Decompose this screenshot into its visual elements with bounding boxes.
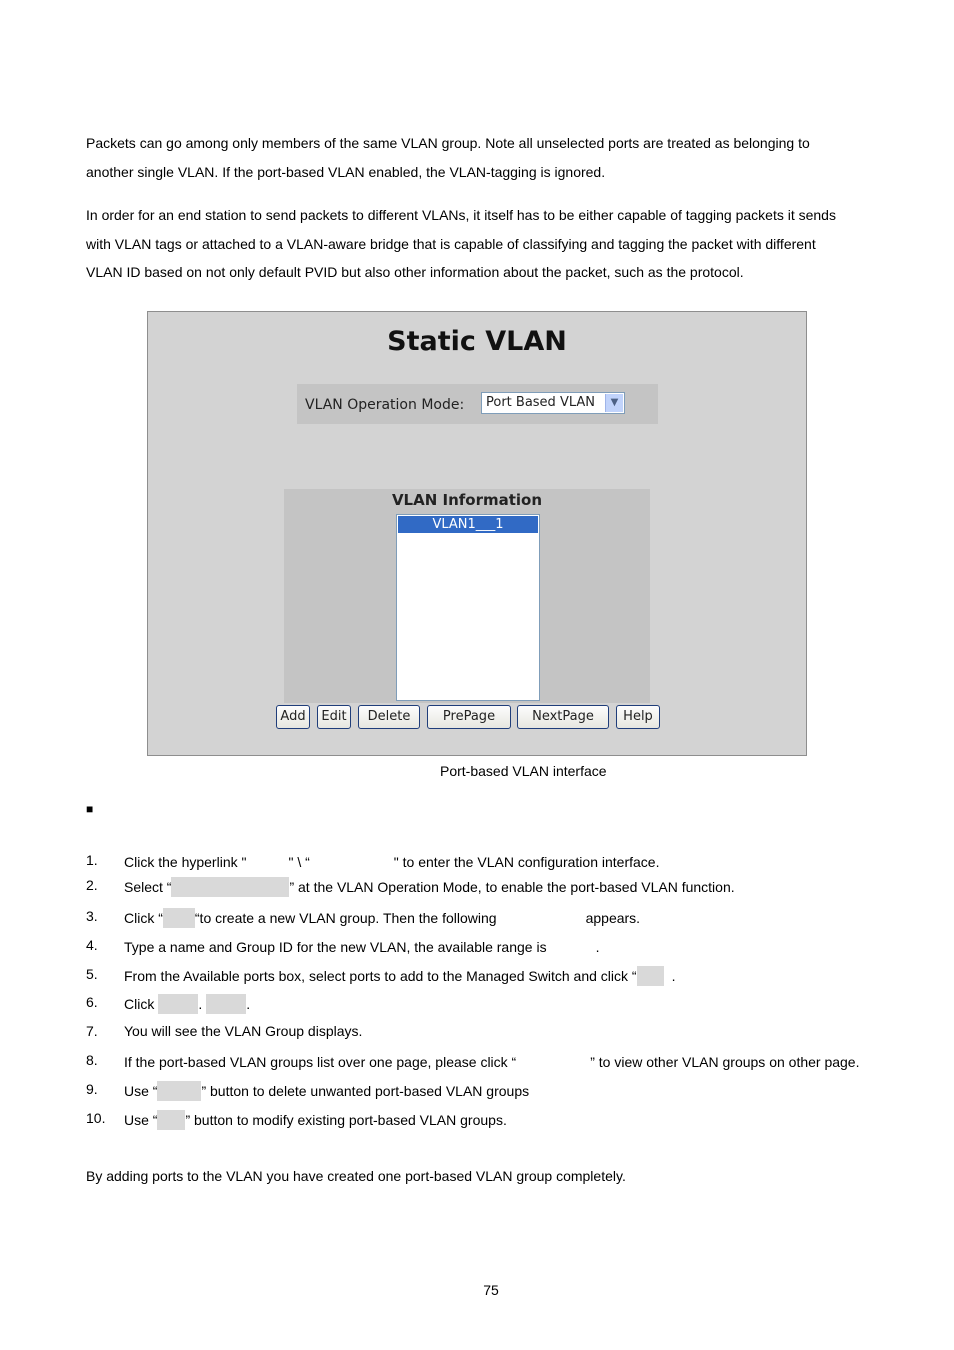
step-item <box>86 877 886 897</box>
step-text: Click the hyperlink " " \ “ " to enter the VLAN configuration interface. <box>124 854 660 870</box>
chevron-down-icon[interactable]: ▼ <box>605 394 623 412</box>
static-vlan-screenshot <box>147 311 807 756</box>
figure-title: Static VLAN <box>387 326 567 357</box>
step-item <box>86 937 886 957</box>
edit-button[interactable]: Edit <box>317 705 351 729</box>
vlan-mode-bar <box>297 384 658 424</box>
step-text: Select “ ” at the VLAN Operation Mode, to enable the port-based VLAN function. <box>124 879 735 895</box>
vlan-mode-label: VLAN Operation Mode: <box>305 397 465 413</box>
step-number: 1. <box>86 852 98 868</box>
vlan-mode-value: Port Based VLAN <box>486 395 595 410</box>
vlan-list-item[interactable]: VLAN1___1 <box>398 516 538 533</box>
figure-caption: Port-based VLAN interface <box>440 763 607 779</box>
vlan-listbox[interactable] <box>396 514 540 701</box>
step-text: If the port-based VLAN groups list over one page, please click “ ” to view other VLAN groups on other page. <box>124 1054 860 1070</box>
delete-button[interactable]: Delete <box>358 705 420 729</box>
step-number: 6. <box>86 994 98 1010</box>
intro-paragraph <box>86 129 876 186</box>
step-text: Use “ ” button to modify existing port-based VLAN groups. <box>124 1112 507 1128</box>
step-item <box>86 1110 886 1130</box>
vlan-mode-select[interactable] <box>481 392 625 414</box>
step-text: Type a name and Group ID for the new VLAN, the available range is . <box>124 939 600 955</box>
text-line: Packets can go among only members of the same VLAN group. Note all unselected ports are treated as belonging to <box>86 135 810 151</box>
text-line: VLAN ID based on not only default PVID but also other information about the packet, such as the protocol. <box>86 264 744 280</box>
text-line: another single VLAN. If the port-based VLAN enabled, the VLAN-tagging is ignored. <box>86 163 606 180</box>
step-text: From the Available ports box, select ports to add to the Managed Switch and click “ . <box>124 968 676 984</box>
step-number: 2. <box>86 877 98 893</box>
tagging-paragraph <box>86 201 876 287</box>
step-item <box>86 966 886 986</box>
step-text: Click . . <box>124 996 251 1012</box>
section-bullet: ■ <box>86 802 94 816</box>
step-number: 8. <box>86 1052 98 1068</box>
text-line: with VLAN tags or attached to a VLAN-aware bridge that is capable of classifying and tagging the packet with different <box>86 235 816 252</box>
step-item <box>86 1023 886 1043</box>
step-number: 9. <box>86 1081 98 1097</box>
step-item <box>86 1081 886 1101</box>
step-number: 3. <box>86 908 98 924</box>
step-number: 7. <box>86 1023 98 1039</box>
step-number: 5. <box>86 966 98 982</box>
help-button[interactable]: Help <box>616 705 660 729</box>
step-text: Click “ “to create a new VLAN group. Then the following appears. <box>124 910 641 926</box>
step-number: 10. <box>86 1110 106 1126</box>
closing-paragraph: By adding ports to the VLAN you have created one port-based VLAN group completely. <box>86 1168 626 1184</box>
step-number: 4. <box>86 937 98 953</box>
step-item <box>86 994 886 1014</box>
step-item <box>86 1052 886 1072</box>
vlan-information-panel <box>284 489 650 703</box>
add-button[interactable]: Add <box>276 705 310 729</box>
step-item <box>86 908 886 928</box>
page-number: 75 <box>483 1282 499 1298</box>
step-item <box>86 852 886 872</box>
prepage-button[interactable]: PrePage <box>427 705 511 729</box>
vlan-information-title: VLAN Information <box>391 491 543 509</box>
nextpage-button[interactable]: NextPage <box>517 705 609 729</box>
step-text: Use “ ” button to delete unwanted port-based VLAN groups <box>124 1083 530 1099</box>
step-text: You will see the VLAN Group displays. <box>124 1023 363 1039</box>
text-line: In order for an end station to send packets to different VLANs, it itself has to be either capable of tagging packets it sends <box>86 207 836 223</box>
